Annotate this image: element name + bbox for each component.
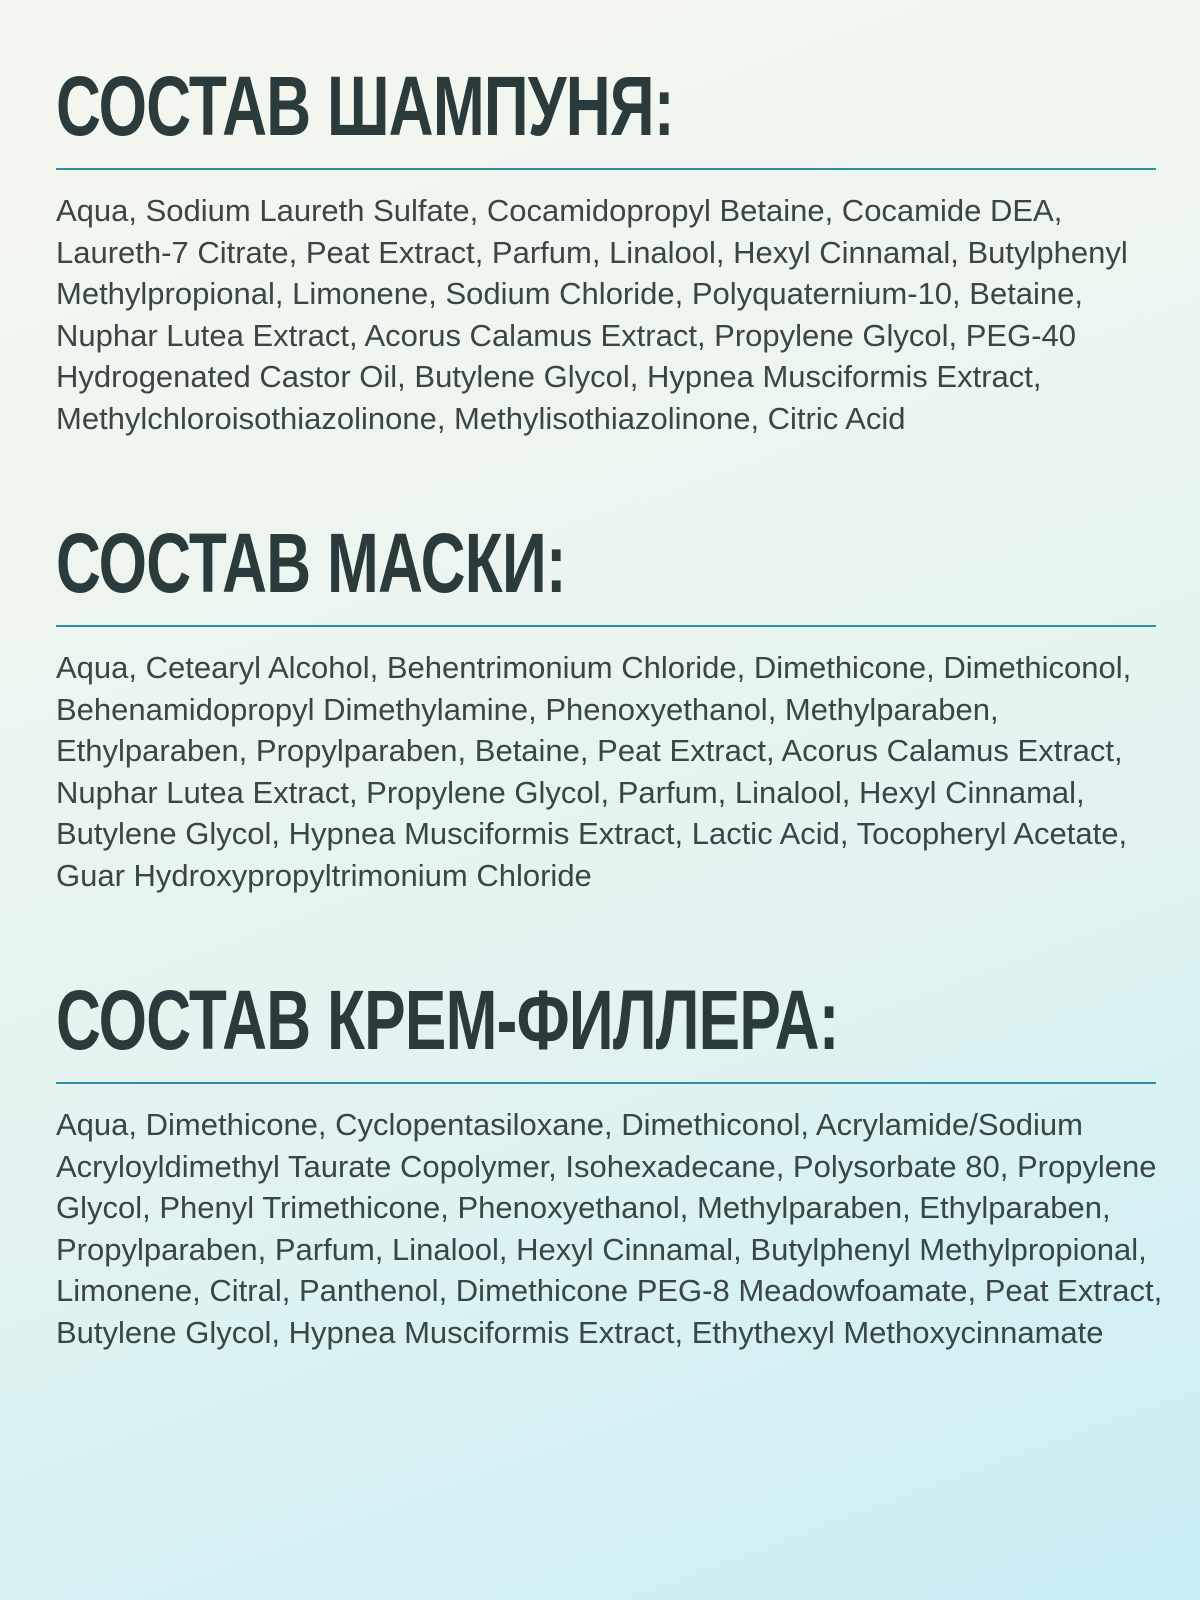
cream-filler-section (56, 972, 1163, 1353)
mask-section-divider (56, 625, 1156, 627)
mask-ingredients-text: Aqua, Cetearyl Alcohol, Behentrimonium Chloride, Dimethicone, Dimethiconol, Behenamidopropyl Dimethylamine, Phenoxyethanol, Methylparaben, Ethylparaben, Propylparaben, Betaine, Peat Extract, Acorus Calamus Extract, Nuphar Lutea Extract, Propylene Glycol, Parfum, Linalool, Hexyl Cinnamal, Butylene Glycol, Hypnea Musciformis Extract, Lactic Acid, Tocopheryl Acetate, Guar Hydroxypropyltrimonium Chloride (56, 650, 1132, 893)
shampoo-section-divider (56, 168, 1156, 170)
cream-filler-section-divider (56, 1082, 1156, 1084)
mask-section (56, 515, 1156, 896)
shampoo-ingredients-text: Aqua, Sodium Laureth Sulfate, Cocamidopropyl Betaine, Cocamide DEA, Laureth-7 Citrate, Peat Extract, Parfum, Linalool, Hexyl Cinnamal, Butylphenyl Methylpropional, Limonene, Sodium Chloride, Polyquaternium-10, Betaine, Nuphar Lutea Extract, Acorus Calamus Extract, Propylene Glycol, PEG-40 Hydrogenated Castor Oil, Butylene Glycol, Hypnea Musciformis Extract, Methylchloroisothiazolinone, Methylisothiazolinone, Citric Acid (56, 193, 1128, 436)
shampoo-section (56, 58, 1156, 439)
cream-filler-section-title: СОСТАВ КРЕМ-ФИЛЛЕРА: (56, 973, 839, 1067)
mask-section-title: СОСТАВ МАСКИ: (56, 516, 566, 610)
shampoo-section-title: СОСТАВ ШАМПУНЯ: (56, 59, 674, 153)
cream-filler-ingredients-text: Aqua, Dimethicone, Cyclopentasiloxane, Dimethiconol, Acrylamide/Sodium Acryloyldimethyl Taurate Copolymer, Isohexadecane, Polysorbate 80, Propylene Glycol, Phenyl Trimethicone, Phenoxyethanol, Methylparaben, Ethylparaben, Propylparaben, Parfum, Linalool, Hexyl Cinnamal, Butylphenyl Methylpropional, Limonene, Citral, Panthenol, Dimethicone PEG-8 Meadowfoamate, Peat Extract, Butylene Glycol, Hypnea Musciformis Extract, Ethythexyl Methoxycinnamate (56, 1107, 1163, 1350)
